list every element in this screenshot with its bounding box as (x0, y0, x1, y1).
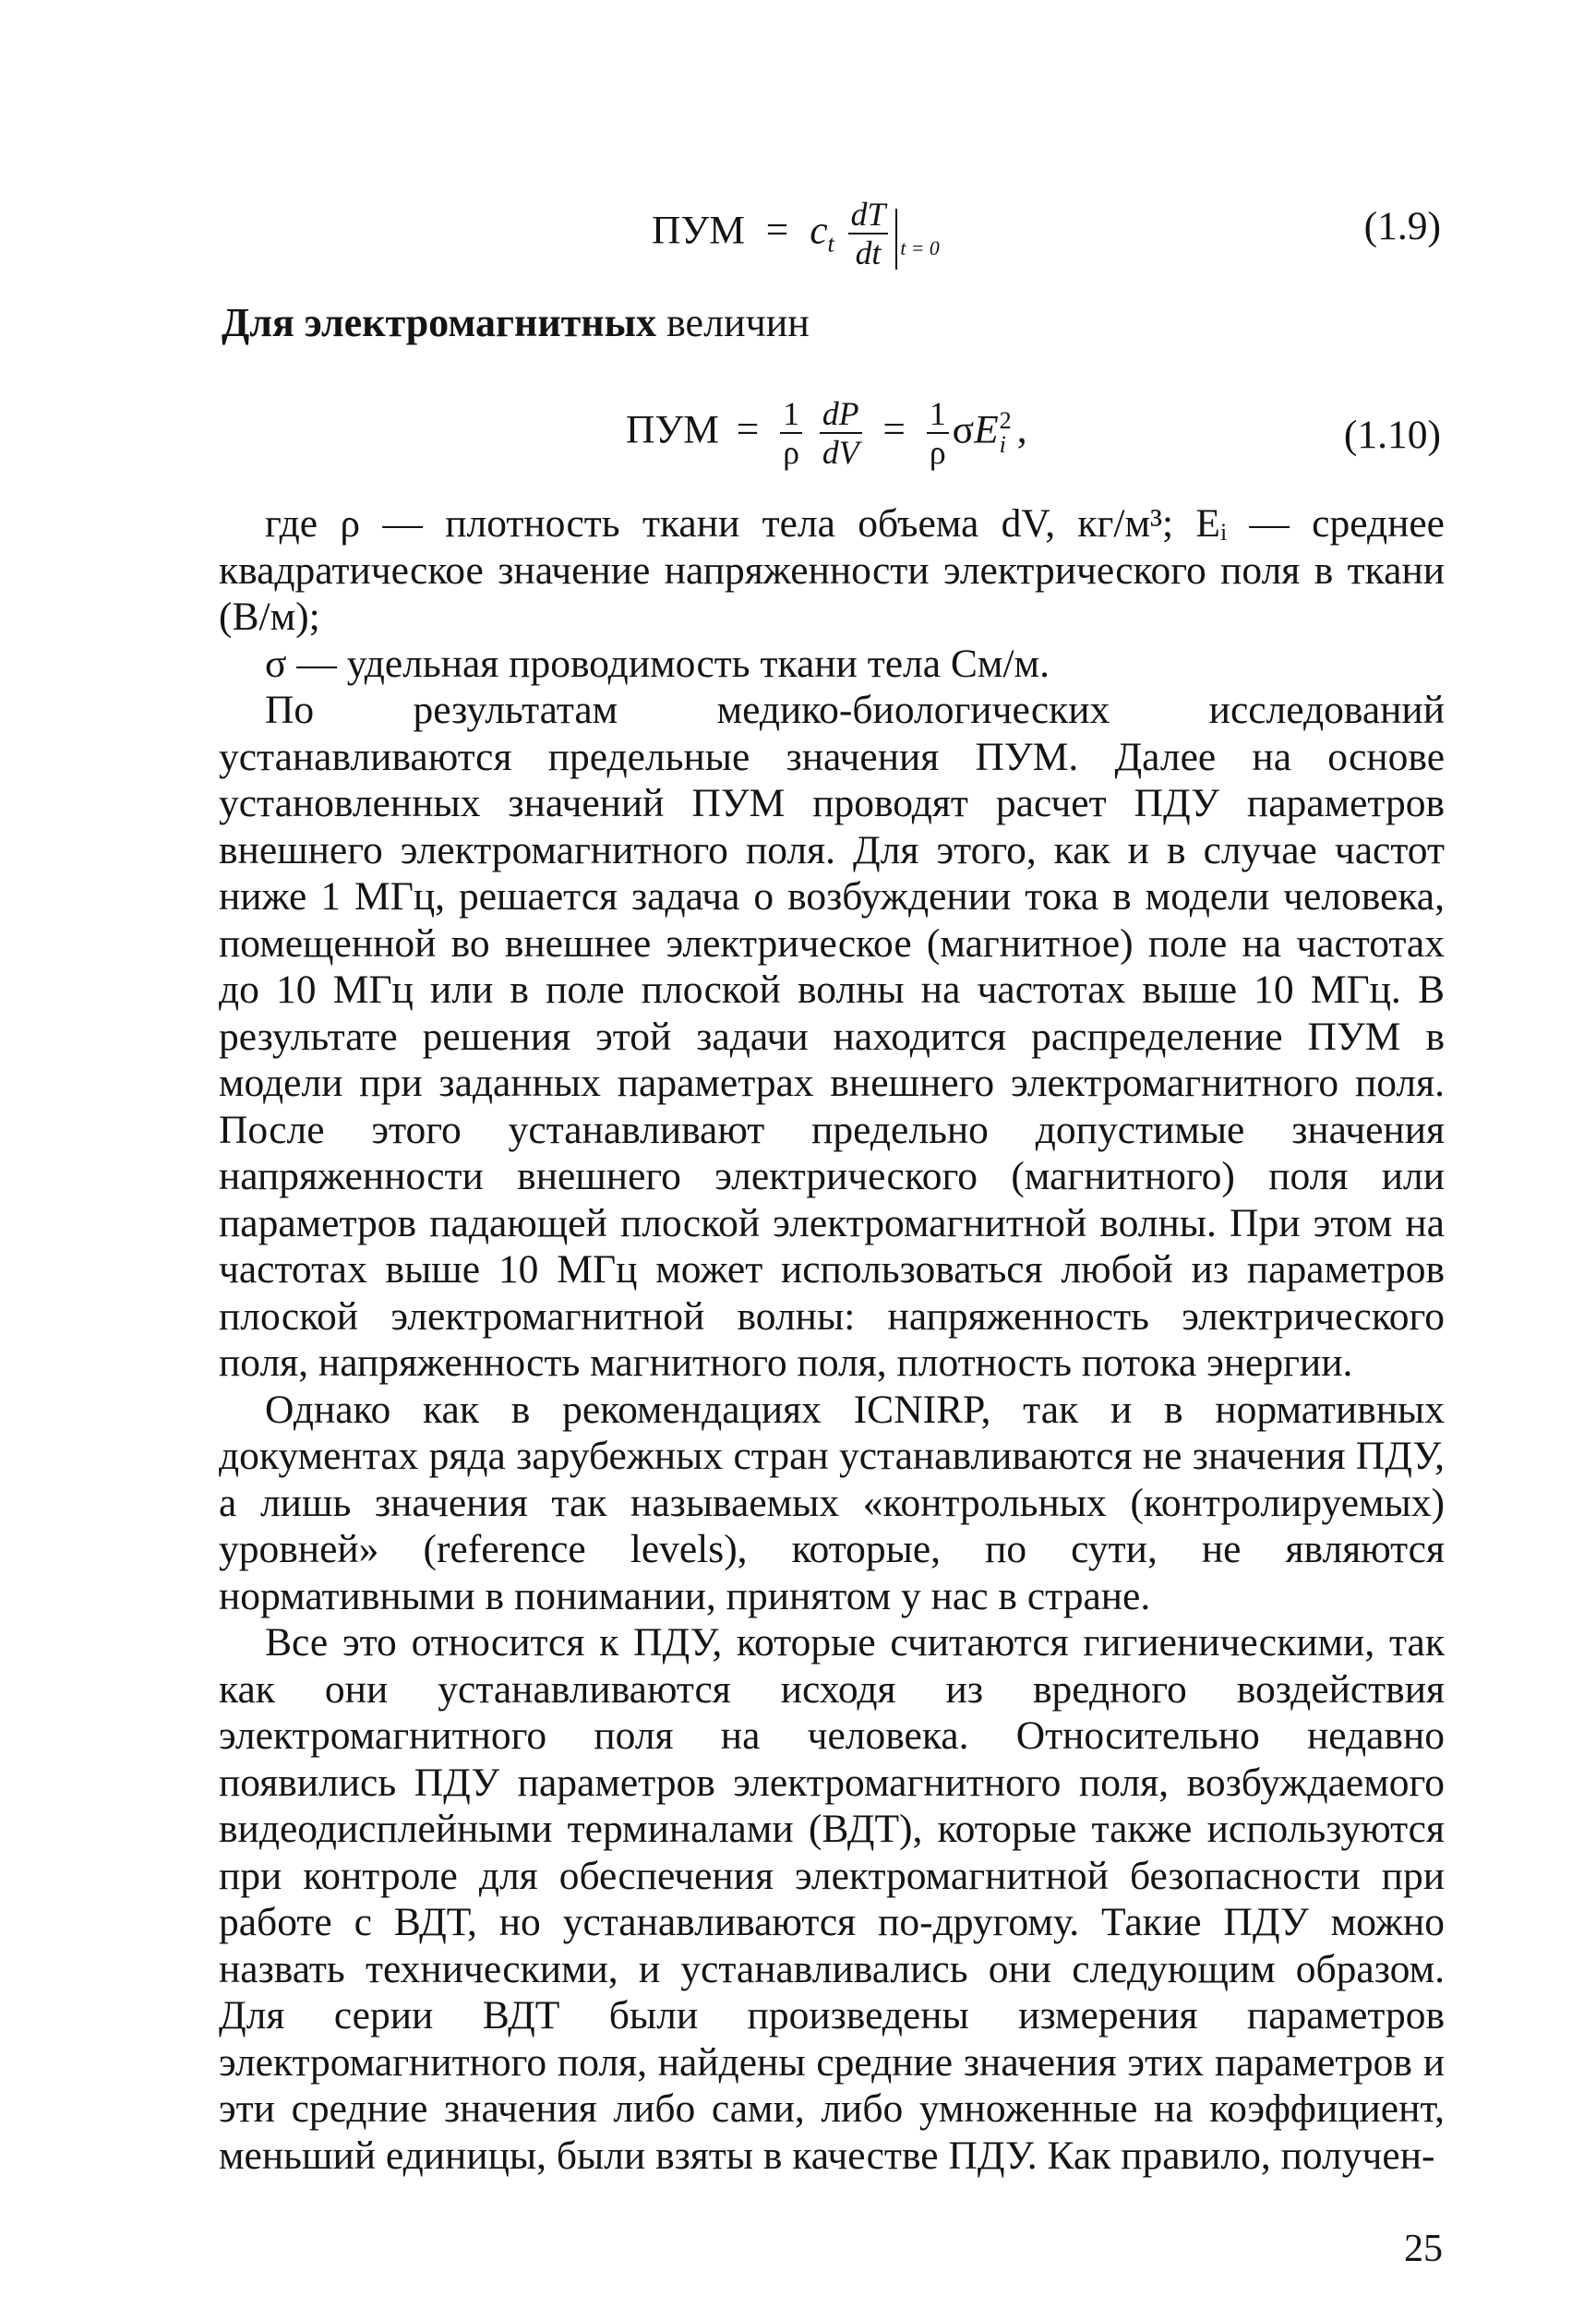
field-indices (1000, 409, 1012, 457)
evaluation-bar (895, 209, 897, 270)
page-number: 25 (1404, 2228, 1443, 2270)
paragraph: По результатам медико-биологических исследований устанавливаются предельные значения ПУМ. Далее на основе установленных значений ПУМ проводят расчет ПДУ параметров внешнего электромагнитного поля. Для этого, как и в случае частот ниже 1 МГц, решается задача о возбуждении тока в модели человека, помещенной во внешнее электрическое (магнитное) поле на частотах до 10 МГц или в поле плоской волны на частотах выше 10 МГц. В результате решения этой задачи находится распределение ПУМ в модели при заданных параметрах внешнего электромагнитного поля. После этого устанавливают предельно допустимые значения напряженности внешнего электрического (магнитного) поля или параметров падающей плоской электромагнитной волны. При этом на частотах выше 10 МГц может использоваться любой из параметров плоской электромагнитной волны: напряженность электрического поля, напряженность магнитного поля, плотность потока энергии. (219, 688, 1445, 1385)
paragraph: Все это относится к ПДУ, которые считаются гигиеническими, так как они устанавливаются исходя из вредного воздействия электромагнитного поля на человека. Относительно недавно появились ПДУ параметров электромагнитного поля, возбуждаемого видеодисплейными терминалами (ВДТ), которые также используются при контроле для обеспечения электромагнитной безопасности при работе с ВДТ, но устанавливаются по-другому. Такие ПДУ можно назвать техническими, и устанавливались они следующим образом. Для серии ВДТ были произведены измерения параметров электромагнитного поля, найдены средние значения этих параметров и эти средние значения либо сами, либо умноженные на коэффициент, меньший единицы, были взяты в качестве ПДУ. Как правило, получен- (219, 1620, 1445, 2178)
equation-lhs: ПУМ (626, 407, 719, 452)
equals-sign: = (882, 407, 906, 452)
fraction-numerator: 1 (927, 397, 949, 434)
equation-1-10-formula (626, 397, 1027, 470)
equation-1-9-formula (652, 198, 940, 270)
lead-bold-text: Для электромагнитных (222, 300, 657, 345)
fraction-numerator: dT (848, 198, 889, 234)
fraction-denominator: ρ (929, 434, 946, 472)
definition-rho: где ρ — плотность ткани тела объема dV, кг/м³; Eᵢ — среднее квадратическое значение напряженности электрического поля в ткани (В/м); (219, 501, 1445, 639)
equation-1-10 (0, 377, 1596, 478)
coefficient: c (810, 208, 828, 253)
equals-sign: = (765, 208, 789, 253)
field-subscript: i (999, 431, 1006, 459)
fraction-denominator: dV (822, 434, 859, 472)
body-text (219, 500, 1445, 2179)
equation-tail: , (1016, 407, 1027, 452)
field-symbol: E (974, 407, 999, 452)
evaluation-point: t = 0 (900, 237, 940, 260)
one-over-rho-fraction (780, 397, 802, 470)
fraction-denominator: ρ (783, 434, 800, 472)
lead-normal-text: величин (656, 300, 810, 345)
definition-sigma: σ — удельная проводимость ткани тела См/м. (265, 641, 1050, 686)
equation-number: (1.9) (1363, 204, 1441, 248)
one-over-rho-fraction (927, 397, 949, 470)
derivative-fraction (848, 198, 889, 270)
equation-number: (1.10) (1343, 413, 1441, 457)
coefficient-subscript: t (827, 230, 834, 258)
lead-line (222, 299, 1440, 346)
fraction-denominator: dt (855, 234, 882, 272)
fraction-numerator: dP (820, 397, 862, 434)
dp-dv-fraction (820, 397, 862, 470)
equals-sign: = (736, 407, 760, 452)
paragraph: Однако как в рекомендациях ICNIRP, так и в нормативных документах ряда зарубежных стран устанавливаются не значения ПДУ, а лишь значения так называемых «контрольных (контролируемых) уровней» (reference levels), которые, по сути, не являются нормативными в понимании, принятом у нас в стране. (219, 1387, 1445, 1618)
fraction-numerator: 1 (780, 397, 802, 434)
sigma-symbol: σ (952, 407, 975, 452)
equation-lhs: ПУМ (652, 208, 745, 253)
equation-1-9 (0, 181, 1596, 282)
field-superscript: 2 (999, 407, 1012, 435)
